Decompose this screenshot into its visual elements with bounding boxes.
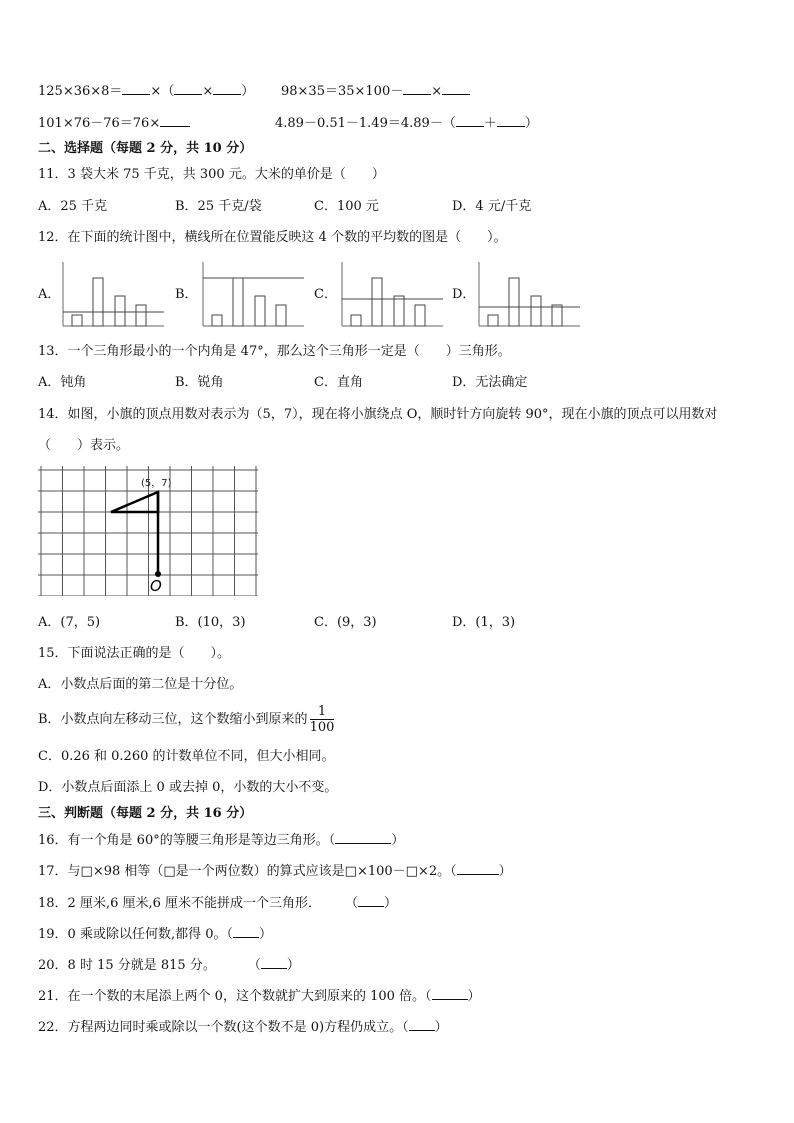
- graph-bar: [136, 305, 146, 326]
- q12-graph-d: [476, 262, 582, 328]
- fraction: $\frac{1}{100}$: [309, 704, 335, 735]
- graph-bar: [93, 278, 103, 326]
- answer-blank[interactable]: [442, 82, 470, 95]
- q12-graph-b: [200, 262, 306, 328]
- question-12-stem: 12．在下面的统计图中，横线所在位置能反映这 4 个数的平均数的图是（ ）。: [38, 230, 507, 245]
- q15-option-a[interactable]: A．小数点后面的第二位是十分位。: [38, 677, 243, 692]
- question-14-stem: 14．如图，小旗的顶点用数对表示为（5，7），现在将小旗绕点 O，顺时针方向旋转 90°，现在小旗的顶点可以用数对: [38, 407, 718, 422]
- question-16: 16．有一个角是 60°的等腰三角形是等边三角形。（ ）: [38, 833, 405, 848]
- answer-blank[interactable]: [160, 114, 190, 127]
- q12-graph-c: [339, 262, 445, 328]
- q11-option-a[interactable]: A．25 千克: [38, 199, 108, 214]
- answer-blank[interactable]: [456, 114, 484, 127]
- q13-option-c[interactable]: C．直角: [314, 375, 363, 390]
- answer-blank[interactable]: [213, 82, 241, 95]
- graph-bar: [531, 296, 541, 326]
- q12-option-d[interactable]: D．: [452, 287, 476, 302]
- q14-option-c[interactable]: C．(9，3): [314, 615, 377, 630]
- flag: [111, 492, 158, 512]
- graph-bar: [351, 315, 361, 326]
- q14-grid-figure: [38, 466, 258, 596]
- answer-blank[interactable]: [457, 862, 499, 875]
- answer-blank[interactable]: [335, 831, 391, 844]
- q14-option-b[interactable]: B．(10，3): [175, 615, 246, 630]
- answer-blank[interactable]: [261, 956, 287, 969]
- q12-graph-a: [60, 262, 166, 328]
- answer-blank[interactable]: [432, 987, 468, 1000]
- graph-bar: [415, 305, 425, 326]
- question-21: 21．在一个数的末尾添上两个 0，这个数就扩大到原来的 100 倍。（ ）: [38, 989, 481, 1004]
- question-19: 19．0 乘或除以任何数,都得 0。（ ）: [38, 927, 272, 942]
- graph-bar: [552, 305, 562, 326]
- question-20: 20．8 时 15 分就是 815 分。 （ ）: [38, 958, 300, 973]
- q13-option-d[interactable]: D．无法确定: [452, 375, 528, 390]
- q12-option-b[interactable]: B．: [175, 287, 198, 302]
- answer-blank[interactable]: [497, 114, 525, 127]
- graph-bar: [488, 315, 498, 326]
- question-11-stem: 11．3 袋大米 75 千克，共 300 元。大米的单价是（ ）: [38, 167, 385, 182]
- calc-line-2a: 101×76－76＝76×: [38, 114, 190, 133]
- graph-bar: [115, 296, 125, 326]
- graph-bar: [255, 296, 265, 326]
- vertex-label: (5，7): [141, 478, 172, 489]
- q12-option-a[interactable]: A．: [38, 287, 61, 302]
- q11-option-c[interactable]: C．100 元: [314, 199, 379, 214]
- answer-blank[interactable]: [122, 82, 150, 95]
- answer-blank[interactable]: [409, 1018, 435, 1031]
- answer-blank[interactable]: [174, 82, 202, 95]
- calc-line-2b: 4.89－0.51－1.49＝4.89－（ ＋ ）: [275, 116, 538, 131]
- q14-option-d[interactable]: D．(1，3): [452, 615, 516, 630]
- q11-option-b[interactable]: B．25 千克/袋: [175, 199, 262, 214]
- question-18: 18．2 厘米,6 厘米,6 厘米不能拼成一个三角形． （ ）: [38, 896, 398, 911]
- graph-bar: [233, 278, 243, 326]
- q14-option-a[interactable]: A．(7，5): [38, 615, 101, 630]
- q15-option-d[interactable]: D．小数点后面添上 0 或去掉 0，小数的大小不变。: [38, 780, 338, 795]
- calc-line-1a: 125×36×8＝ ×（ × ）: [38, 84, 255, 99]
- graph-bar: [72, 315, 82, 326]
- answer-blank[interactable]: [403, 82, 431, 95]
- section-title-choice: 二、选择题（每题 2 分，共 10 分）: [38, 141, 253, 156]
- graph-bar: [372, 278, 382, 326]
- q13-option-b[interactable]: B．锐角: [175, 375, 224, 390]
- q13-option-a[interactable]: A．钝角: [38, 375, 87, 390]
- q12-option-c[interactable]: C．: [314, 287, 337, 302]
- answer-blank[interactable]: [358, 894, 384, 907]
- question-13-stem: 13．一个三角形最小的一个内角是 47°，那么这个三角形一定是（ ）三角形。: [38, 344, 511, 359]
- calc-line-1b: 98×35＝35×100－ ×: [281, 82, 470, 101]
- graph-bar: [276, 305, 286, 326]
- origin-label: O: [150, 577, 162, 595]
- question-22: 22．方程两边同时乘或除以一个数(这个数不是 0)方程仍成立。（ ）: [38, 1020, 448, 1035]
- question-15-stem: 15．下面说法正确的是（ ）。: [38, 646, 231, 661]
- question-17: 17．与□×98 相等（□是一个两位数）的算式应该是□×100－□×2。（ ）: [38, 864, 512, 879]
- answer-blank[interactable]: [233, 925, 259, 938]
- graph-bar: [509, 278, 519, 326]
- question-14-stem-cont: （ ）表示。: [38, 438, 130, 453]
- q15-option-c[interactable]: C．0.26 和 0.260 的计数单位不同，但大小相同。: [38, 749, 335, 764]
- section-title-judge: 三、判断题（每题 2 分，共 16 分）: [38, 806, 253, 821]
- q11-option-d[interactable]: D．4 元/千克: [452, 199, 532, 214]
- graph-bar: [212, 315, 222, 326]
- graph-bar: [394, 296, 404, 326]
- q15-option-b[interactable]: B．小数点向左移动三位，这个数缩小到原来的 $\frac{1}{100}$: [38, 704, 335, 735]
